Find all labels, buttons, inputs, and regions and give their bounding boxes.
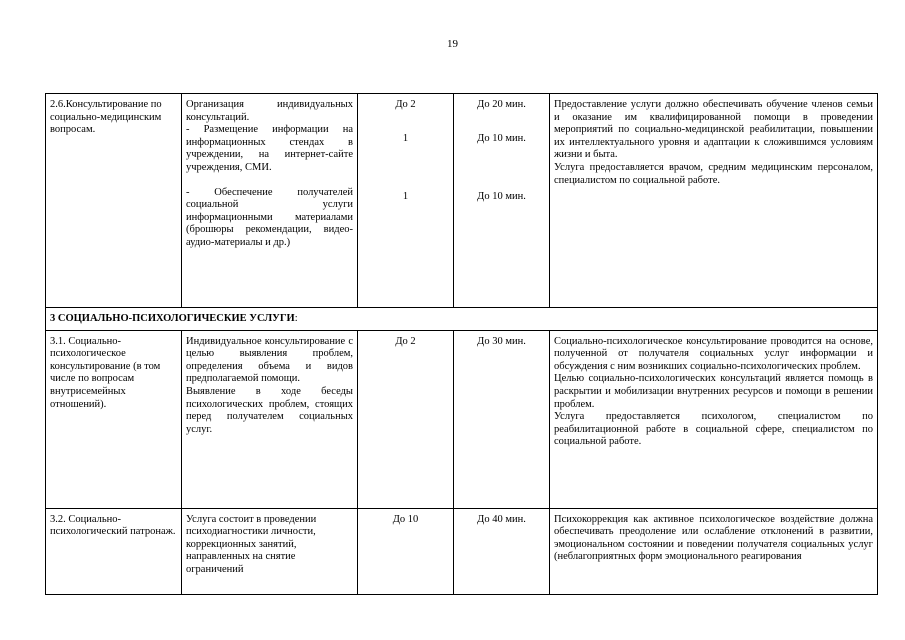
table-row: [46, 508, 878, 594]
volume-value: 1: [402, 191, 409, 203]
conditions-text: Предоставление услуги должно обеспечивать обучение членов семьи и оказание им квалифицированной помощи в проведении мероприятий по социально-медицинской реабилитации, повышении их интеллектуального уровня и адаптации к сложившимся условиям жизни и быта.: [554, 99, 873, 161]
time-value: До 10 мин.: [477, 132, 526, 144]
table-row: [46, 94, 878, 308]
volume-value: До 2: [395, 335, 416, 347]
time-value: До 10 мин.: [477, 191, 526, 203]
conditions-text: Целью социально-психологических консультаций является помощь в раскрытии и мобилизации внутренних ресурсов и помощи в решении проблем.: [554, 373, 873, 410]
services-table: [45, 93, 878, 595]
section-title: 3 СОЦИАЛЬНО-ПСИХОЛОГИЧЕСКИЕ УСЛУГИ: [50, 313, 295, 324]
section-header-cell: [46, 308, 878, 331]
page-number: 19: [447, 38, 458, 50]
conditions-text: Психокоррекция как активное психологическое воздействие должна обеспечивать преодоление или ослабление отклонений в развитии, эмоциональном состоянии и поведении получателя социальных услуг (неблагоприятных форм эмоционального реагирования: [554, 513, 873, 563]
content-item: Услуга состоит в проведении психодиагностики личности, коррекционных занятий, направленных на снятие ограничений: [186, 513, 317, 575]
time-cell: [454, 330, 550, 508]
time-value: До 40 мин.: [477, 513, 526, 525]
volume-value: До 2: [395, 99, 416, 110]
service-name-cell: [46, 330, 182, 508]
conditions-cell: [550, 508, 878, 594]
service-name-cell: [46, 508, 182, 594]
time-cell: [454, 94, 550, 308]
conditions-cell: [550, 330, 878, 508]
volume-cell: [358, 330, 454, 508]
service-name: 2.6.Консультирование по социально-медицинским вопросам.: [50, 99, 162, 136]
time-cell: [454, 508, 550, 594]
conditions-text: Услуга предоставляется врачом, средним медицинским персоналом, специалистом по социальной работе.: [554, 161, 873, 186]
volume-value: 1: [402, 132, 409, 144]
section-title-suffix: :: [294, 313, 298, 324]
conditions-text: Услуга предоставляется психологом, специалистом по реабилитационной работе в социальной сфере, специалистом по социальной работе.: [554, 411, 873, 448]
conditions-text: Социально-психологическое консультирование проводится на основе, полученной от получателя социальных услуг информации и обсуждения с ним возникших социально-психологических проблем.: [554, 335, 873, 372]
section-header-row: [46, 308, 878, 331]
content-item: - Размещение информации на информационных стендах в учреждении, на интернет-сайте учреждения, СМИ.: [186, 124, 353, 173]
content-item: - Обеспечение получателей социальной услуги информационными материалами (брошюры рекомендации, видео-аудио-материалы и др.): [186, 186, 353, 248]
volume-cell: [358, 508, 454, 594]
time-value: До 20 мин.: [477, 99, 526, 110]
service-name: 3.2. Социально-психологический патронаж.: [50, 513, 176, 538]
time-value: До 30 мин.: [477, 335, 526, 347]
service-content-cell: [182, 330, 358, 508]
service-name: 3.1. Социально-психологическое консультирование (в том числе по вопросам внутрисемейных отношений).: [50, 335, 161, 410]
table-row: [46, 330, 878, 508]
content-item: Выявление в ходе беседы психологических проблем, стоящих перед получателем социальных услуг.: [186, 385, 353, 435]
service-name-cell: [46, 94, 182, 308]
conditions-cell: [550, 94, 878, 308]
service-content-cell: [182, 94, 358, 308]
content-item: Организация индивидуальных консультаций.: [186, 99, 353, 123]
content-item: Индивидуальное консультирование с целью выявления проблем, определения объема и видов предполагаемой помощи.: [186, 335, 353, 385]
volume-value: До 10: [392, 513, 419, 525]
volume-cell: [358, 94, 454, 308]
service-content-cell: [182, 508, 358, 594]
